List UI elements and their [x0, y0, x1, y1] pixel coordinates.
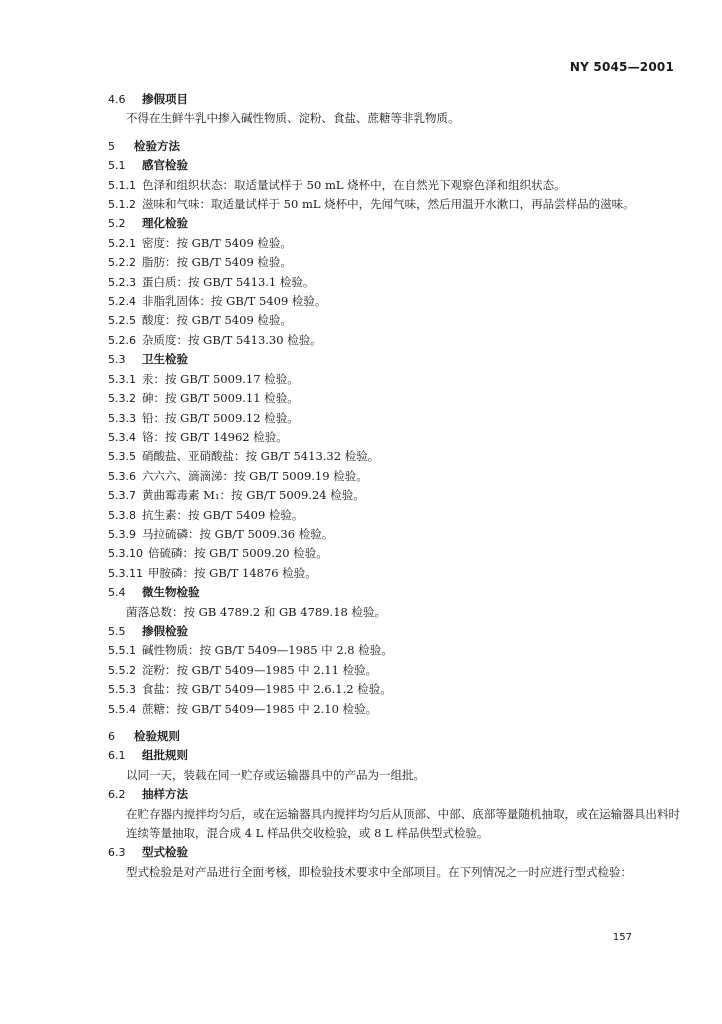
section-heading: [108, 137, 680, 156]
clause-number: 5.2.1: [108, 236, 136, 250]
clause-item: [108, 525, 680, 544]
clause-number: 5.1.2: [108, 198, 136, 212]
clause-text: 杂质度：按 GB/T 5413.30 检验。: [142, 332, 322, 347]
clause-text: 马拉硫磷：按 GB/T 5009.36 检验。: [142, 526, 334, 541]
clause-item: [108, 700, 680, 719]
standard-number: NY 5045—2001: [569, 60, 674, 74]
subsection-title: 组批规则: [142, 748, 188, 763]
subsection-title: 感官检验: [142, 158, 188, 173]
clause-item: [108, 195, 680, 214]
clause-text: 酸度：按 GB/T 5409 检验。: [142, 313, 292, 328]
clause-number: 6.2: [108, 788, 126, 802]
clause-number: 5.5.4: [108, 702, 136, 716]
subsection-heading: [108, 350, 680, 369]
clause-number: 5.3: [108, 353, 126, 367]
clause-number: 5.2.4: [108, 295, 136, 309]
subsection-title: 抽样方法: [142, 787, 188, 802]
clause-item: [108, 331, 680, 350]
paragraph: 菌落总数：按 GB 4789.2 和 GB 4789.18 检验。: [126, 604, 387, 619]
clause-number: 5.5.3: [108, 683, 136, 697]
clause-number: 6.1: [108, 749, 126, 763]
clause-number: 5.3.1: [108, 372, 136, 386]
clause-number: 5.3.2: [108, 392, 136, 406]
clause-number: 5.2.2: [108, 256, 136, 270]
clause-item: [108, 447, 680, 466]
clause-number: 5.5: [108, 624, 126, 638]
clause-text: 色泽和组织状态：取适量试样于 50 mL 烧杯中，在自然光下观察色泽和组织状态。: [142, 177, 566, 192]
clause-number: 5.5.2: [108, 663, 136, 677]
paragraph: 型式检验是对产品进行全面考核，即检验技术要求中全部项目。在下列情况之一时应进行型式检验：: [126, 864, 632, 879]
subsection-heading: [108, 622, 680, 641]
clause-item: [108, 506, 680, 525]
subsection-heading: [108, 843, 680, 862]
clause-text: 硝酸盐、亚硝酸盐：按 GB/T 5413.32 检验。: [142, 449, 380, 464]
clause-number: 4.6: [108, 93, 126, 106]
clause-number: 5.3.4: [108, 430, 136, 444]
clause-item: [108, 544, 680, 563]
clause-text: 汞：按 GB/T 5009.17 检验。: [142, 371, 299, 386]
clause-text: 密度：按 GB/T 5409 检验。: [142, 235, 292, 250]
spacer: [108, 129, 680, 137]
clause-item: [108, 370, 680, 389]
clause-item: [108, 680, 680, 699]
clause-number: 5: [108, 139, 115, 153]
clause-number: 5.3.7: [108, 489, 136, 503]
clause-text: 滋味和气味：取适量试样于 50 mL 烧杯中，先闻气味，然后用温开水漱口，再品尝样品的滋味。: [142, 197, 635, 212]
clause-text: 碱性物质：按 GB/T 5409—1985 中 2.8 检验。: [142, 643, 393, 658]
clause-text: 甲胺磷：按 GB/T 14876 检验。: [148, 565, 317, 580]
clause-text: 淀粉：按 GB/T 5409—1985 中 2.11 检验。: [142, 662, 378, 677]
clause-item: [108, 467, 680, 486]
clause-item: [108, 564, 680, 583]
subsection-heading: [108, 785, 680, 804]
document-body: [108, 90, 680, 882]
clause-number: 5.1.1: [108, 178, 136, 192]
subsection-title: 掺假项目: [142, 92, 188, 106]
clause-number: 5.2.6: [108, 333, 136, 347]
clause-number: 5.2: [108, 217, 126, 231]
clause-number: 5.3.8: [108, 508, 136, 522]
subsection-title: 型式检验: [142, 845, 188, 860]
clause-number: 5.3.6: [108, 469, 136, 483]
clause-text: 蔗糖：按 GB/T 5409—1985 中 2.10 检验。: [142, 701, 378, 716]
paragraph: 以同一天，装载在同一贮存或运输器具中的产品为一组批。: [126, 767, 425, 782]
clause-item: [108, 253, 680, 272]
clause-text: 倍硫磷：按 GB/T 5009.20 检验。: [148, 546, 328, 561]
clause-number: 5.3.10: [108, 547, 143, 561]
clause-number: 5.3.3: [108, 411, 136, 425]
subsection-title: 理化检验: [142, 216, 188, 231]
clause-item: [108, 311, 680, 330]
spacer: [108, 719, 680, 727]
clause-item: [108, 486, 680, 505]
clause-item: [108, 661, 680, 680]
clause-item: [108, 409, 680, 428]
clause-number: 5.3.5: [108, 450, 136, 464]
subsection-heading: [108, 156, 680, 175]
clause-text: 铬：按 GB/T 14962 检验。: [142, 429, 288, 444]
subsection-heading: [108, 583, 680, 602]
clause-number: 5.3.11: [108, 566, 143, 580]
subsection-heading: [108, 746, 680, 765]
clause-number: 6.3: [108, 846, 126, 860]
clause-text: 黄曲霉毒素 M₁：按 GB/T 5009.24 检验。: [142, 488, 365, 503]
clause-text: 铅：按 GB/T 5009.12 检验。: [142, 410, 299, 425]
section-heading: [108, 727, 680, 746]
clause-text: 脂肪：按 GB/T 5409 检验。: [142, 255, 292, 270]
clause-text: 非脂乳固体：按 GB/T 5409 检验。: [142, 294, 327, 309]
subsection-heading: [108, 214, 680, 233]
section-title: 检验规则: [134, 729, 180, 743]
clause-text: 蛋白质：按 GB/T 5413.1 检验。: [142, 274, 315, 289]
clause-item: [108, 292, 680, 311]
subsection-title: 掺假检验: [142, 623, 188, 638]
clause-number: 5.2.5: [108, 314, 136, 328]
paragraph: 不得在生鲜牛乳中掺入碱性物质、淀粉、食盐、蔗糖等非乳物质。: [126, 111, 460, 126]
clause-item: [108, 234, 680, 253]
clause-number: 5.3.9: [108, 527, 136, 541]
clause-number: 5.1: [108, 159, 126, 173]
paragraph: 在贮存器内搅拌均匀后，或在运输器具内搅拌均匀后从顶部、中部、底部等量随机抽取，或在运输器具出料时连续等量抽取，混合成 4 L 样品供交收检验，或 8 L 样品供型式检验。: [126, 806, 680, 841]
subsection-title: 卫生检验: [142, 352, 188, 367]
clause-number: 5.4: [108, 586, 126, 600]
clause-number: 6: [108, 730, 115, 743]
clause-text: 六六六、滴滴涕：按 GB/T 5009.19 检验。: [142, 468, 368, 483]
clause-item: [108, 428, 680, 447]
subsection-title: 微生物检验: [142, 585, 200, 600]
clause-number: 5.5.1: [108, 644, 136, 658]
clause-item: [108, 389, 680, 408]
section-title: 检验方法: [134, 138, 180, 153]
clause-text: 砷：按 GB/T 5009.11 检验。: [142, 391, 299, 406]
clause-item: [108, 273, 680, 292]
clause-item: [108, 641, 680, 660]
subsection-heading: [108, 90, 680, 109]
page-number: 157: [612, 932, 632, 943]
clause-item: [108, 176, 680, 195]
clause-text: 抗生素：按 GB/T 5409 检验。: [142, 507, 304, 522]
clause-text: 食盐：按 GB/T 5409—1985 中 2.6.1.2 检验。: [142, 682, 392, 697]
clause-number: 5.2.3: [108, 275, 136, 289]
